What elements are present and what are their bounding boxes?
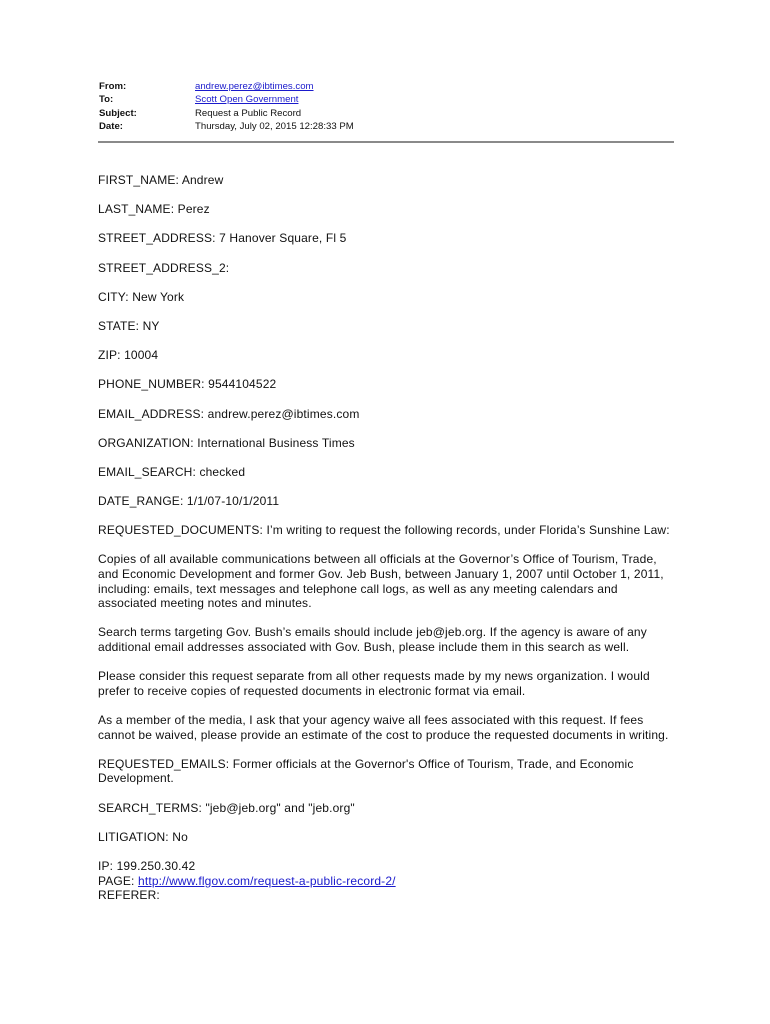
field-city: CITY: New York	[98, 289, 185, 304]
from-email-link[interactable]: andrew.perez@ibtimes.com	[195, 81, 314, 92]
field-requested-emails: REQUESTED_EMAILS: Former officials at the Governor's Office of Tourism, Trade, and Economic Development.	[98, 756, 634, 786]
field-search-terms: SEARCH_TERMS: "jeb@jeb.org" and "jeb.org"	[98, 800, 355, 815]
to-recipient-link[interactable]: Scott Open Government	[195, 94, 299, 106]
page-url-link[interactable]: http://www.flgov.com/request-a-public-record-2/	[138, 873, 396, 888]
field-first-name: FIRST_NAME: Andrew	[98, 173, 224, 187]
field-last-name: LAST_NAME: Perez	[98, 202, 210, 217]
from-row	[99, 80, 674, 93]
field-email-search: EMAIL_SEARCH: checked	[98, 464, 246, 479]
field-zip: ZIP: 10004	[98, 348, 159, 363]
field-phone-number: PHONE_NUMBER: 9544104522	[98, 377, 277, 392]
header-divider	[98, 141, 674, 143]
to-row	[99, 93, 674, 106]
page-label: PAGE:	[98, 873, 139, 888]
email-body	[98, 173, 678, 903]
from-label: From:	[99, 81, 127, 92]
field-ip: IP: 199.250.30.42	[98, 858, 196, 873]
subject-row	[99, 107, 674, 120]
field-organization: ORGANIZATION: International Business Times	[98, 435, 355, 450]
field-email-address: EMAIL_ADDRESS: andrew.perez@ibtimes.com	[98, 406, 360, 421]
date-row	[99, 120, 674, 133]
paragraph-fee-waiver: As a member of the media, I ask that your agency waive all fees associated with this request. If fees cannot be waived, please provide an estimate of the cost to produce the requested documents in writing.	[98, 712, 669, 742]
subject-value: Request a Public Record	[195, 107, 302, 119]
subject-label: Subject:	[99, 107, 137, 119]
field-page	[98, 874, 678, 889]
field-referer: REFERER:	[98, 888, 160, 903]
to-label: To:	[99, 94, 114, 106]
email-header	[99, 80, 674, 133]
paragraph-search-terms: Search terms targeting Gov. Bush’s emails should include jeb@jeb.org. If the agency is aware of any additional email addresses associated with Gov. Bush, please include them in this search as well.	[98, 625, 647, 654]
field-requested-documents: REQUESTED_DOCUMENTS: I’m writing to request the following records, under Florida’s Sunshine Law:	[98, 523, 670, 538]
field-litigation: LITIGATION: No	[98, 829, 188, 844]
paragraph-copies: Copies of all available communications between all officials at the Governor’s Office of Tourism, Trade, and Economic Development and former Gov. Jeb Bush, between January 1, 2007 until October 1, 2011, including: emails, text messages and telephone call logs, as well as any meeting calendars and associated meeting notes and minutes.	[98, 552, 664, 611]
field-street-address: STREET_ADDRESS: 7 Hanover Square, Fl 5	[98, 231, 347, 246]
field-street-address-2: STREET_ADDRESS_2:	[98, 260, 230, 275]
paragraph-separate-request: Please consider this request separate from all other requests made by my news organization. I would prefer to receive copies of requested documents in electronic format via email.	[98, 669, 650, 698]
field-state: STATE: NY	[98, 318, 160, 333]
date-label: Date:	[99, 120, 123, 132]
field-date-range: DATE_RANGE: 1/1/07-10/1/2011	[98, 494, 280, 509]
date-value: Thursday, July 02, 2015 12:28:33 PM	[195, 120, 354, 132]
